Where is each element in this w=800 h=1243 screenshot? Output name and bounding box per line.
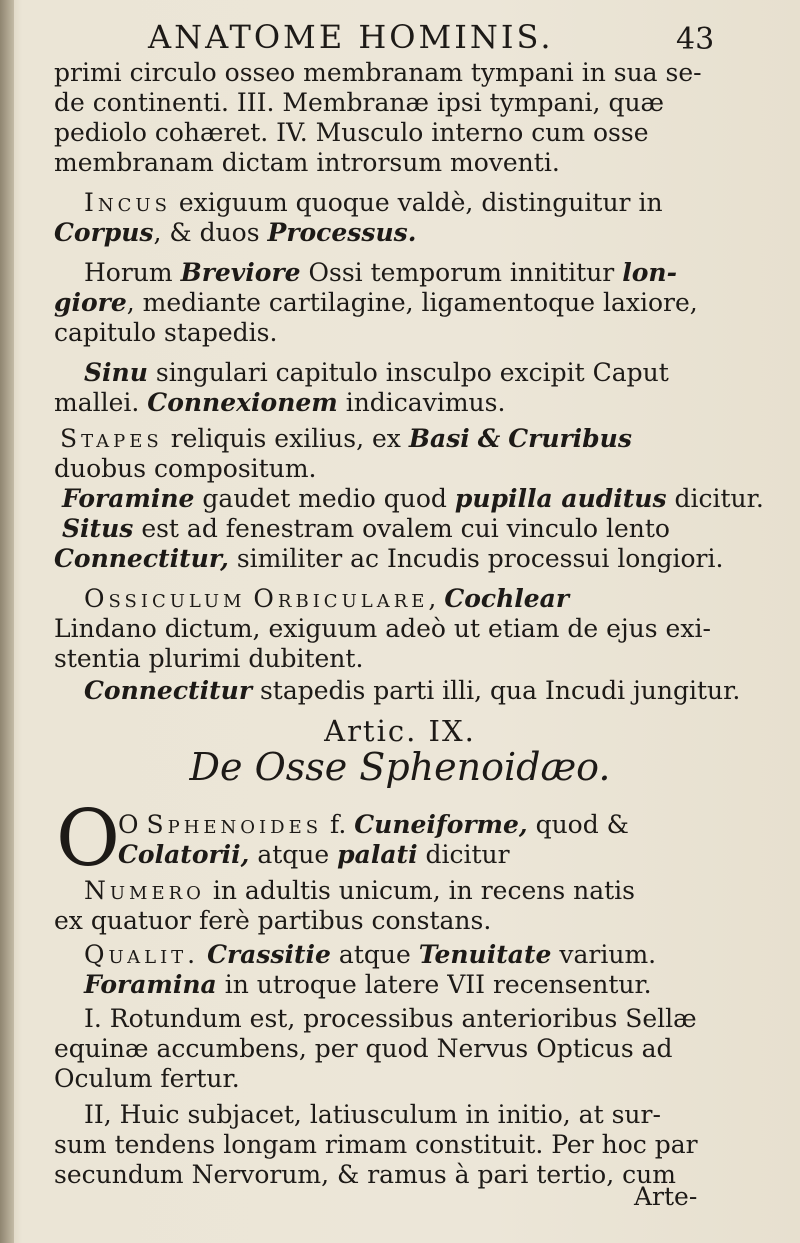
corpus-term: Corpus: [54, 218, 154, 247]
colatorii-term: Colatorii,: [118, 840, 250, 869]
connectitur-2-text: stapedis parti illi, qua Incudi jungitur.: [259, 676, 741, 705]
connectitur-2-line: [84, 676, 740, 706]
sphenoides-text: quod &: [535, 810, 629, 839]
text-line: primi circulo osseo membranam tympani in sua se-: [54, 58, 702, 87]
page-gutter: [0, 0, 14, 1243]
running-head: ANATOME HOMINIS.: [148, 18, 554, 56]
situs-line: [62, 514, 670, 544]
connectitur-term: Connectitur,: [54, 544, 229, 573]
stapes-line-2: duobus compositum.: [54, 454, 317, 483]
ossiculum-line: [84, 584, 569, 614]
sphenoides-o: O: [118, 810, 139, 839]
sinu-text-3: indicavimus.: [345, 388, 506, 417]
situs-term: Situs: [62, 514, 134, 543]
sinu-text: singulari capitulo insculpo excipit Caput: [155, 358, 669, 387]
incus-text-2: , & duos: [153, 218, 260, 247]
horum-line-2: [54, 288, 698, 318]
sphenoides-atque: atque: [257, 840, 330, 869]
item-1-line-2: equinæ accumbens, per quod Nervus Opticus ad: [54, 1034, 673, 1063]
breviore-term: Breviore: [180, 258, 301, 287]
section-title: De Osse Sphenoidæo.: [189, 745, 611, 789]
foramine-term: Foramine: [62, 484, 195, 513]
sphenoides-heading: Sphenoides: [146, 810, 323, 839]
item-1-line-3: Oculum fertur.: [54, 1064, 240, 1093]
qualit-heading: Qualit.: [84, 940, 200, 969]
qualit-varium: varium.: [559, 940, 657, 969]
foramine-end: dicitur.: [674, 484, 764, 513]
numero-line: [84, 876, 635, 906]
text-line: de continenti. III. Membranæ ipsi tympani, quæ: [54, 88, 665, 117]
stapes-text: reliquis exilius, ex: [170, 424, 401, 453]
crassitie-term: Crassitie: [207, 940, 331, 969]
stapes-line: [60, 424, 632, 454]
ossiculum-heading: Ossiculum: [84, 584, 246, 613]
sinu-line: [84, 358, 669, 388]
horum-line: [84, 258, 677, 288]
amp-term: &: [477, 424, 501, 453]
page-number: 43: [676, 22, 715, 57]
connectitur-text: similiter ac Incudis processui longiori.: [236, 544, 724, 573]
sinu-term: Sinu: [84, 358, 148, 387]
lon-term: lon-: [622, 258, 677, 287]
numero-text: in adultis unicum, in recens natis: [212, 876, 635, 905]
text-line: pediolo cohæret. IV. Musculo interno cum osse: [54, 118, 649, 147]
connexionem-term: Connexionem: [147, 388, 338, 417]
sinu-line-2: [54, 388, 505, 418]
ossiculum-comma: ,: [428, 584, 437, 613]
foramine-line: [62, 484, 764, 514]
stapes-heading: Stapes: [60, 424, 163, 453]
incus-line-2: [54, 218, 416, 248]
qualit-atque: atque: [338, 940, 411, 969]
incus-heading: Incus: [84, 188, 171, 217]
situs-text: est ad fenestram ovalem cui vinculo lento: [141, 514, 670, 543]
item-2-line-2: sum tendens longam rimam constituit. Per hoc par: [54, 1130, 698, 1159]
foramina-term: Foramina: [84, 970, 217, 999]
incus-text: exiguum quoque valdè, distinguitur in: [178, 188, 663, 217]
catchword: Arte-: [634, 1182, 698, 1211]
horum-text: Ossi temporum innititur: [308, 258, 615, 287]
sphenoides-line: [118, 810, 629, 840]
sphenoides-f: f.: [330, 810, 347, 839]
incus-line: [84, 188, 663, 218]
item-1-line: I. Rotundum est, processibus anterioribus Sellæ: [84, 1004, 697, 1033]
cruribus-term: Cruribus: [508, 424, 632, 453]
horum-line-3: capitulo stapedis.: [54, 318, 278, 347]
item-2-line: II, Huic subjacet, latiusculum in initio, at sur-: [84, 1100, 661, 1129]
horum-start: Horum: [84, 258, 173, 287]
orbiculare-heading: Orbiculare: [253, 584, 429, 613]
item-2-line-3: secundum Nervorum, & ramus à pari tertio, cum: [54, 1160, 676, 1189]
foramine-text: gaudet medio quod: [202, 484, 447, 513]
connectitur-2-term: Connectitur: [84, 676, 252, 705]
ossiculum-line-2: Lindano dictum, exiguum adeò ut etiam de ejus exi-: [54, 614, 711, 643]
foramina-text: in utroque latere VII recensentur.: [224, 970, 652, 999]
cuneiforme-term: Cuneiforme,: [354, 810, 528, 839]
numero-line-2: ex quatuor ferè partibus constans.: [54, 906, 492, 935]
processus-term: Processus.: [267, 218, 417, 247]
text-line: membranam dictam introrsum moventi.: [54, 148, 560, 177]
sphenoides-line-2: [118, 840, 510, 870]
sinu-text-2: mallei.: [54, 388, 140, 417]
connectitur-line: [54, 544, 723, 574]
article-heading: Artic. IX.: [324, 714, 476, 748]
qualit-line: [84, 940, 656, 970]
drop-cap: O: [56, 794, 120, 884]
pupilla-term: pupilla auditus: [454, 484, 667, 513]
horum-text-2: , mediante cartilagine, ligamentoque laxiore,: [126, 288, 698, 317]
numero-heading: Numero: [84, 876, 205, 905]
sphenoides-dicitur: dicitur: [425, 840, 510, 869]
tenuitate-term: Tenuitate: [418, 940, 552, 969]
palati-term: palati: [337, 840, 418, 869]
ossiculum-line-3: stentia plurimi dubitent.: [54, 644, 364, 673]
foramina-line: [84, 970, 652, 1000]
basi-term: Basi: [408, 424, 470, 453]
giore-term: giore: [54, 288, 127, 317]
cochlear-term: Cochlear: [444, 584, 570, 613]
